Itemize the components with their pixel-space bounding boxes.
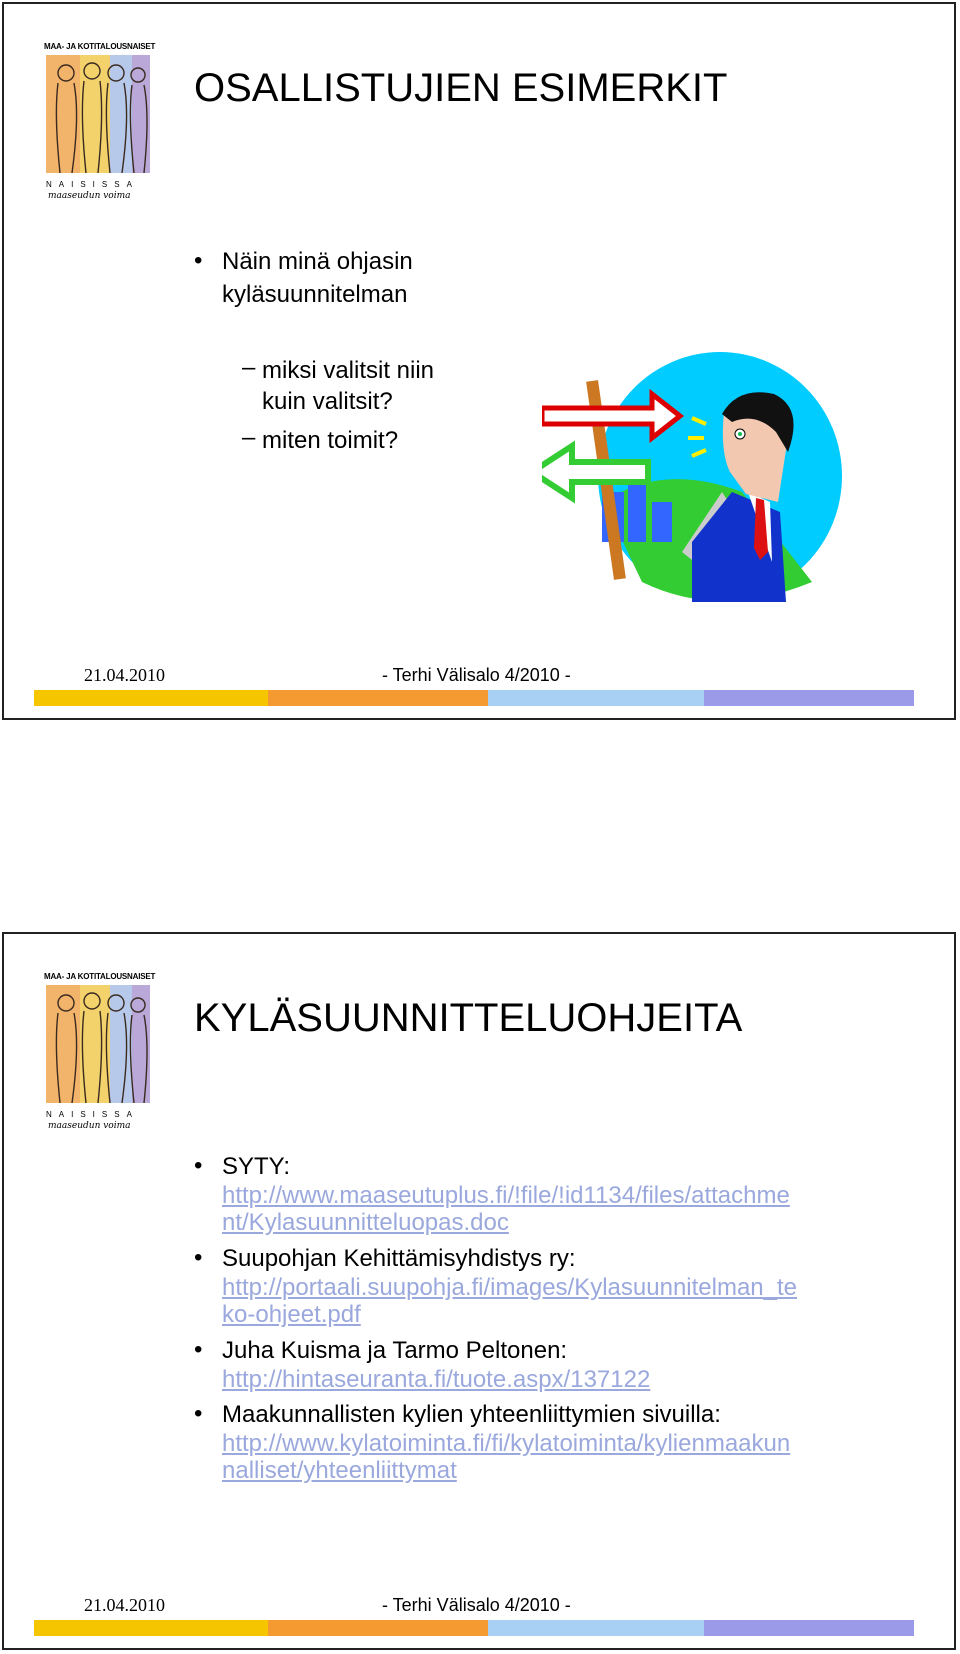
bullet-dot: •	[194, 1152, 203, 1179]
strip-lavender	[704, 690, 914, 706]
bullet-text-line1: Näin minä ohjasin	[222, 248, 413, 275]
sub-item-line1: miksi valitsit niin	[262, 357, 435, 384]
logo-motto: maaseudun voima	[48, 191, 131, 201]
women-figures-icon	[46, 985, 150, 1103]
footer-date: 21.04.2010	[84, 1595, 165, 1615]
strip-orange	[268, 1620, 488, 1636]
sub-item-line2: kuin valitsit?	[262, 388, 393, 415]
signpost-man-icon	[542, 352, 872, 624]
item-link-line1[interactable]: http://portaali.suupohja.fi/images/Kylasuunnitelman_te	[222, 1274, 798, 1301]
item-label: Maakunnallisten kylien yhteenliittymien sivuilla:	[222, 1401, 721, 1428]
item-link-line2[interactable]: nt/Kylasuunnitteluopas.doc	[222, 1209, 509, 1236]
item-link-line2[interactable]: nalliset/yhteenliittymat	[222, 1457, 457, 1484]
item-link-line1[interactable]: http://www.kylatoiminta.fi/fi/kylatoiminta/kylienmaakun	[222, 1430, 791, 1457]
strip-light-blue	[488, 690, 704, 706]
slide-2	[2, 932, 956, 1650]
color-strip	[34, 690, 914, 706]
dash-marker: –	[242, 354, 256, 381]
logo-org-name: MAA- JA KOTITALOUSNAISET	[44, 972, 156, 981]
item-label: Suupohjan Kehittämisyhdistys ry:	[222, 1245, 576, 1272]
women-figures-icon	[46, 55, 150, 173]
item-link-line1[interactable]: http://www.maaseutuplus.fi/!file/!id1134/files/attachme	[222, 1182, 790, 1209]
strip-orange	[268, 690, 488, 706]
item-link-line1[interactable]: http://hintaseuranta.fi/tuote.aspx/137122	[222, 1366, 651, 1393]
bullet-dot: •	[194, 1400, 203, 1427]
footer-author: - Terhi Välisalo 4/2010 -	[382, 665, 571, 685]
bullet-dot: •	[194, 247, 203, 274]
item-label: SYTY:	[222, 1153, 291, 1180]
logo	[44, 972, 156, 1132]
slide-1	[2, 2, 956, 720]
bullet-text-line2: kyläsuunnitelman	[222, 281, 408, 308]
bullet-dot: •	[194, 1336, 203, 1363]
item-label: Juha Kuisma ja Tarmo Peltonen:	[222, 1337, 568, 1364]
page-title: OSALLISTUJIEN ESIMERKIT	[194, 66, 728, 110]
footer-date: 21.04.2010	[84, 665, 165, 685]
page-title: KYLÄSUUNNITTELUOHJEITA	[194, 996, 743, 1040]
logo-org-name: MAA- JA KOTITALOUSNAISET	[44, 42, 156, 51]
item-link-line2[interactable]: ko-ohjeet.pdf	[222, 1301, 361, 1328]
strip-yellow	[34, 690, 268, 706]
color-strip	[34, 1620, 914, 1636]
dash-marker: –	[242, 424, 256, 451]
footer-author: - Terhi Välisalo 4/2010 -	[382, 1595, 571, 1615]
logo	[44, 42, 156, 202]
logo-motto: maaseudun voima	[48, 1121, 131, 1131]
strip-lavender	[704, 1620, 914, 1636]
strip-light-blue	[488, 1620, 704, 1636]
logo-naisissa: NAISISSA	[46, 1110, 139, 1119]
strip-yellow	[34, 1620, 268, 1636]
bullet-dot: •	[194, 1244, 203, 1271]
sub-item-2: miten toimit?	[262, 427, 399, 454]
logo-naisissa: NAISISSA	[46, 180, 139, 189]
